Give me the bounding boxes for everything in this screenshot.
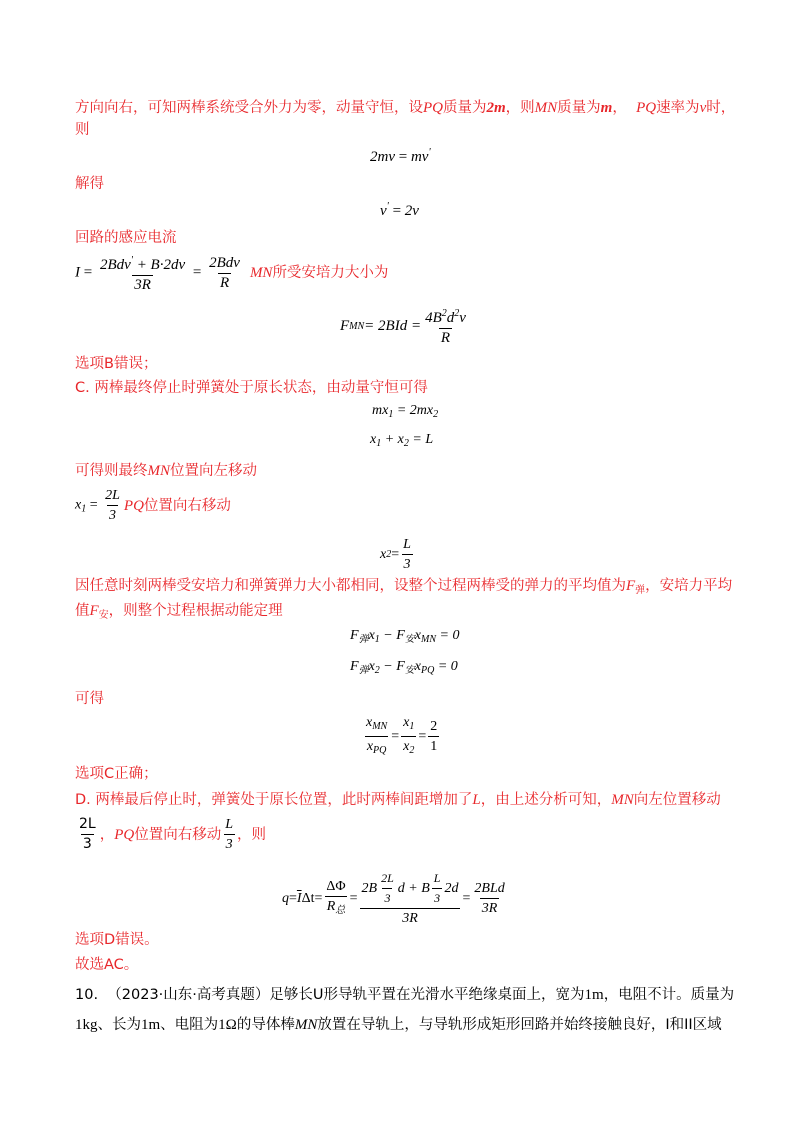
eq-part: ΔΦ xyxy=(326,879,346,894)
eq-part: 2 xyxy=(409,745,415,756)
text-line-15 xyxy=(75,816,266,853)
eq-part: 2 xyxy=(403,438,409,449)
eq-part: 2v xyxy=(404,203,419,219)
eq-part: 1 xyxy=(374,634,380,645)
text: 因任意时刻两棒受安培力和弹簧弹力大小都相同，设整个过程两棒受的弹力的平均值为 xyxy=(75,578,626,594)
eq-part: x xyxy=(403,715,410,730)
eq-part: 2mv xyxy=(370,149,395,165)
eq-part: 3R xyxy=(480,898,500,917)
value: 1m xyxy=(584,987,604,1003)
eq-part: 1 xyxy=(428,736,439,755)
text: 位置向左移动 xyxy=(170,463,257,479)
text-line-1 xyxy=(75,98,735,118)
eq-part: = 0 xyxy=(434,659,458,674)
eq-part: 3 xyxy=(82,836,92,852)
eq-part: = xyxy=(418,728,427,744)
text: 选项C正确； xyxy=(75,766,158,782)
fraction xyxy=(360,870,461,927)
eq-part: x xyxy=(75,497,82,513)
equation-displacement-sum xyxy=(370,432,433,449)
text: ， xyxy=(612,100,627,116)
eq-part: mv xyxy=(410,149,429,165)
eq-part: F xyxy=(350,659,359,674)
eq-part: v xyxy=(380,203,387,219)
eq-part: 2L xyxy=(381,871,394,885)
eq-part: 1 xyxy=(81,503,87,515)
text-line-6 xyxy=(75,354,157,374)
eq-part: = xyxy=(388,203,405,219)
text-line-12 xyxy=(75,689,104,709)
eq-part: 2Bdv xyxy=(209,254,240,271)
eq-part: x xyxy=(380,546,387,562)
eq-part: 弹 xyxy=(358,634,369,645)
text: 的导体棒 xyxy=(236,1017,295,1033)
text: 位置向右移动 xyxy=(143,497,231,514)
text-line-14 xyxy=(75,790,721,810)
eq-part: 安 xyxy=(404,634,415,645)
equation-energy-pq xyxy=(350,659,458,676)
text: 质量为 xyxy=(557,100,601,116)
eq-part: 2Bdv xyxy=(99,257,131,273)
eq-part: L xyxy=(225,817,234,832)
text-line-4 xyxy=(75,228,177,248)
text: 时， xyxy=(706,100,736,116)
eq-part: ' xyxy=(386,201,389,212)
equation-charge xyxy=(282,870,509,927)
eq-part: x xyxy=(366,715,373,730)
equation-x1 xyxy=(75,487,124,524)
text: ，则 xyxy=(505,100,535,116)
text: 回路的感应电流 xyxy=(75,230,177,246)
text: 则 xyxy=(75,122,90,138)
text-line-13 xyxy=(75,764,158,784)
eq-part: 3 xyxy=(382,888,392,907)
var-f: F xyxy=(626,578,636,594)
eq-part: = 2BId = xyxy=(364,317,422,334)
text xyxy=(124,496,231,516)
eq-part: 2 xyxy=(386,549,392,560)
fraction xyxy=(103,487,122,524)
eq-part: F xyxy=(350,628,359,643)
equation-current-line xyxy=(75,252,388,294)
text: 方向向右，可知两棒系统受合外力为零，动量守恒，设 xyxy=(75,100,423,116)
eq-part: 2 xyxy=(430,719,438,734)
text: 值 xyxy=(75,603,90,619)
eq-part: x xyxy=(414,628,421,643)
eq-part: 1 xyxy=(388,409,394,420)
eq-part: MN xyxy=(421,634,436,645)
equation-x2 xyxy=(380,536,415,573)
eq-part: MN xyxy=(372,721,388,732)
text: 向左位置移动 xyxy=(633,792,721,808)
eq-part: 2L xyxy=(79,816,96,832)
eq-part: = xyxy=(86,497,102,513)
eq-part: 3R xyxy=(134,277,151,293)
eq-part: = xyxy=(349,890,358,906)
eq-part: q xyxy=(282,890,289,906)
eq-part: + B·2dv xyxy=(132,257,186,273)
eq-part: F xyxy=(340,317,350,334)
eq-part: 3R xyxy=(360,908,461,927)
eq-part: − F xyxy=(379,659,405,674)
eq-part: x xyxy=(366,739,374,754)
eq-part: 2L xyxy=(105,488,120,503)
var-v: v xyxy=(699,100,707,116)
text: 质量为 xyxy=(443,100,487,116)
fraction xyxy=(324,878,347,919)
fraction-l3 xyxy=(221,816,237,853)
eq-part: 1 xyxy=(409,721,415,732)
eq-part: = xyxy=(80,264,96,281)
eq-part: 弹 xyxy=(358,665,369,676)
fraction xyxy=(98,252,187,294)
eq-part: = xyxy=(462,890,471,906)
eq-part: = xyxy=(314,890,323,906)
eq-part: ' xyxy=(130,255,133,266)
eq-part: = L xyxy=(408,432,434,447)
text-line-11 xyxy=(75,601,283,626)
fraction-2l3 xyxy=(75,816,100,853)
text xyxy=(250,263,389,283)
fraction xyxy=(379,870,396,907)
fraction xyxy=(423,305,468,347)
question-10-line-1 xyxy=(75,985,734,1005)
text: 、长为 xyxy=(97,1017,141,1033)
text: D. 两棒最后停止时，弹簧处于原长位置，此时两棒间距增加了 xyxy=(75,792,473,808)
eq-part: 3 xyxy=(224,834,235,853)
equation-ratio xyxy=(362,714,441,759)
question-number: 10. xyxy=(75,987,99,1003)
eq-part: − F xyxy=(379,628,405,643)
eq-part: L xyxy=(403,537,411,552)
var-m: m xyxy=(600,100,613,116)
text: ，则整个过程根据动能定理 xyxy=(108,603,283,619)
var-l: L xyxy=(472,792,481,808)
eq-part: 3 xyxy=(402,554,413,573)
eq-part: I xyxy=(75,264,80,281)
var-pq: PQ xyxy=(114,826,135,843)
var-pq: PQ xyxy=(636,100,657,116)
text: C. 两棒最终停止时弹簧处于原长状态，由动量守恒可得 xyxy=(75,380,428,396)
text: 放置在导轨上，与导轨形成矩形回路并始终接触良好，I和II区域 xyxy=(317,1017,722,1033)
equation-x1-line xyxy=(75,487,231,524)
text: 解得 xyxy=(75,176,104,192)
eq-part: 2d xyxy=(444,881,459,896)
eq-part: d xyxy=(446,310,455,326)
text-line-10 xyxy=(75,576,732,601)
eq-part: v xyxy=(459,310,466,326)
text-line-3 xyxy=(75,174,104,194)
var-pq: PQ xyxy=(423,100,443,116)
eq-part: 3 xyxy=(107,505,118,524)
eq-part: x xyxy=(414,659,421,674)
text-line-17 xyxy=(75,955,138,975)
eq-part: 2BLd xyxy=(474,881,505,896)
eq-part: 总 xyxy=(335,905,346,916)
text: ， xyxy=(99,826,115,843)
eq-part: $\overline{I}$ xyxy=(296,890,302,906)
text xyxy=(100,825,222,845)
text-line-8 xyxy=(75,461,257,481)
eq-part: L xyxy=(433,871,441,885)
text: 所受安培力大小为 xyxy=(272,265,389,281)
equation-current xyxy=(75,252,244,294)
eq-part: = xyxy=(189,264,206,281)
text: ，则 xyxy=(237,826,267,843)
eq-part: x xyxy=(370,432,377,447)
eq-part: ' xyxy=(428,147,431,158)
eq-part: = xyxy=(391,546,400,562)
eq-part: 2 xyxy=(374,665,380,676)
var-mn: MN xyxy=(249,265,273,281)
eq-part: 安 xyxy=(404,665,415,676)
fraction xyxy=(207,255,242,292)
eq-part: 4B xyxy=(425,310,442,326)
text: ，由上述分析可知， xyxy=(480,792,612,808)
eq-part: 2 xyxy=(433,409,439,420)
subscript: 安 xyxy=(98,610,109,621)
eq-part: + x xyxy=(381,432,404,447)
var-2m: 2m xyxy=(486,100,506,116)
value: 1kg xyxy=(75,1017,98,1033)
var-pq: PQ xyxy=(123,497,144,514)
fraction xyxy=(432,870,443,907)
eq-part: = 0 xyxy=(436,628,460,643)
text: （2023·山东·高考真题）足够长U形导轨平置在光滑水平绝缘桌面上，宽为 xyxy=(107,987,585,1003)
equation-velocity xyxy=(380,201,419,220)
text: 故选AC。 xyxy=(75,957,139,973)
eq-part: x xyxy=(403,739,410,754)
equation-force xyxy=(340,305,470,347)
eq-part: 2 xyxy=(454,308,460,319)
text: 位置向右移动 xyxy=(134,826,222,843)
eq-part: R xyxy=(440,330,451,346)
eq-part: PQ xyxy=(421,665,435,676)
text: 、电阻为 xyxy=(160,1017,219,1033)
subscript: 弹 xyxy=(635,585,646,596)
eq-part: = xyxy=(395,149,411,165)
eq-part: = xyxy=(289,890,297,906)
value: 1m xyxy=(141,1017,161,1033)
eq-part: d + B xyxy=(397,881,430,896)
var-mn: MN xyxy=(147,463,170,479)
text: 速率为 xyxy=(656,100,700,116)
eq-part: 1 xyxy=(376,438,382,449)
eq-part: MN xyxy=(349,320,365,332)
text: 可得 xyxy=(75,691,104,707)
eq-part: PQ xyxy=(373,745,387,756)
eq-part: mx xyxy=(372,403,389,418)
eq-part: Δt xyxy=(301,890,315,906)
equation-momentum-disp xyxy=(372,403,438,420)
eq-part: x xyxy=(368,659,375,674)
text: 可得则最终 xyxy=(75,463,148,479)
eq-part: x xyxy=(368,628,375,643)
var-mn: MN xyxy=(611,792,634,808)
equation-energy-mn xyxy=(350,628,459,645)
var-f: F xyxy=(89,603,99,619)
fraction xyxy=(364,714,389,759)
text: 选项D错误。 xyxy=(75,932,159,948)
fraction xyxy=(428,718,439,755)
text-line-16 xyxy=(75,930,159,950)
text-line-2 xyxy=(75,120,90,140)
text: 选项B错误； xyxy=(75,356,158,372)
text-line-7 xyxy=(75,378,428,398)
value: 1Ω xyxy=(218,1017,237,1033)
fraction xyxy=(401,536,413,573)
text: ，安培力平均 xyxy=(645,578,733,594)
var-mn: MN xyxy=(294,1017,318,1033)
var-mn: MN xyxy=(534,100,558,116)
eq-part: 3 xyxy=(432,888,442,907)
text: ，电阻不计。质量为 xyxy=(603,987,735,1003)
fraction xyxy=(472,880,506,917)
eq-part: R xyxy=(219,274,230,291)
eq-part: R xyxy=(326,899,336,914)
equation-momentum xyxy=(370,147,431,166)
fraction xyxy=(401,714,416,759)
eq-part: = 2mx xyxy=(393,403,434,418)
eq-part: = xyxy=(391,728,400,744)
eq-part: 2B xyxy=(361,881,378,896)
question-10-line-2 xyxy=(75,1015,722,1035)
eq-part: 2 xyxy=(441,308,447,319)
